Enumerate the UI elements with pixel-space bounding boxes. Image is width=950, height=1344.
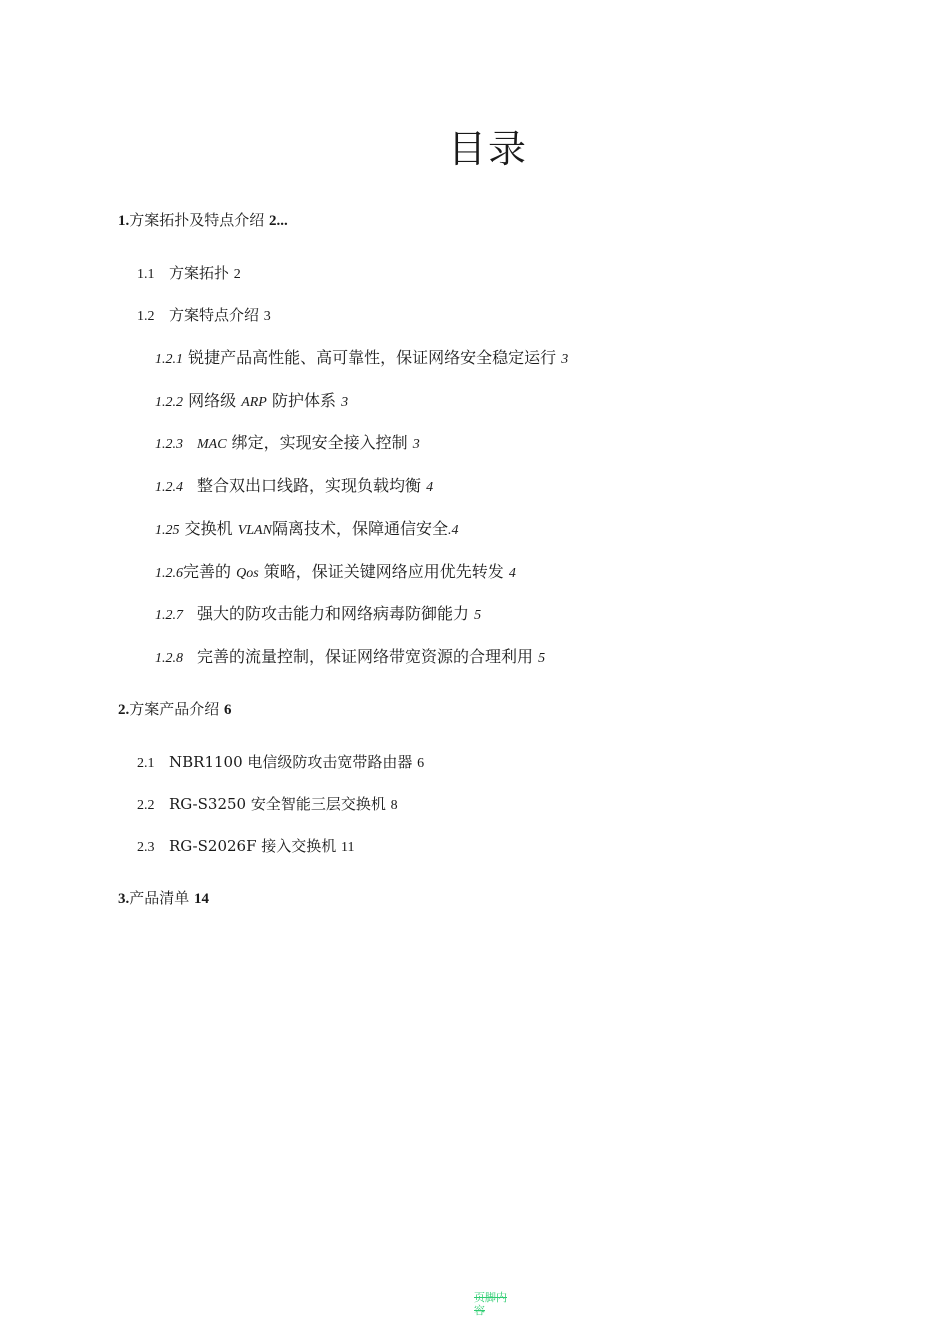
toc-page-number: 14 — [194, 891, 210, 907]
toc-entry-number: 1.1 — [137, 267, 155, 282]
toc-entry-number: 1.2.3 — [155, 437, 183, 452]
toc-page-number: 2... — [269, 213, 288, 229]
toc-title: 目录 — [447, 127, 528, 171]
toc-entry-number: 2.1 — [137, 756, 155, 771]
toc-entry-term: Qos — [236, 566, 259, 581]
toc-entry-number: 2.3 — [137, 840, 155, 855]
toc-entry-number: 2. — [118, 702, 130, 718]
toc-entry-1-2-8[interactable] — [155, 649, 545, 666]
toc-page-number: 4 — [508, 566, 516, 581]
toc-entry-3[interactable] — [118, 891, 209, 907]
toc-entry-text: 强大的防攻击能力和网络病毒防御能力 — [197, 604, 470, 623]
toc-entry-1-2-6[interactable] — [155, 564, 516, 581]
toc-entry-number: 1.2 — [137, 309, 155, 324]
toc-entry-text-prefix: 交换机 — [184, 519, 233, 538]
toc-entry-1-2-5[interactable] — [155, 521, 458, 538]
toc-entry-1-1[interactable] — [137, 266, 241, 282]
toc-entry-2-3[interactable] — [137, 839, 355, 855]
toc-page-number: .4 — [447, 523, 459, 538]
toc-entry-2-1[interactable] — [137, 755, 424, 771]
toc-entry-1-2-2[interactable] — [155, 393, 348, 410]
toc-entry-1-2[interactable] — [137, 308, 271, 324]
toc-entry-text-suffix: 绑定，实现安全接入控制 — [231, 433, 408, 452]
toc-entry-2[interactable] — [118, 702, 232, 718]
toc-entry-number: 1.2.6 — [155, 566, 183, 581]
toc-page-number: 4 — [426, 480, 434, 495]
toc-page-number: 6 — [224, 702, 232, 718]
toc-entry-number: 1. — [118, 213, 130, 229]
toc-entry-number: 1.2.4 — [155, 480, 183, 495]
toc-page-number: 11 — [341, 840, 355, 855]
toc-entry-number: 1.25 — [155, 523, 180, 538]
toc-page-number: 3 — [263, 309, 271, 324]
toc-entry-number: 1.2.2 — [155, 395, 183, 410]
toc-page-number: 5 — [474, 608, 482, 623]
toc-entry-1-2-4[interactable] — [155, 478, 433, 495]
toc-entry-number: 1.2.7 — [155, 608, 183, 623]
toc-page-number: 3 — [412, 437, 420, 452]
page-footer: 页脚内容 — [474, 1291, 507, 1317]
toc-entry-text: RG-S2026F 接入交换机 — [169, 837, 337, 855]
toc-entry-number: 1.2.1 — [155, 352, 183, 367]
toc-entry-text: 整合双出口线路，实现负载均衡 — [197, 476, 422, 495]
toc-entry-text: 完善的流量控制，保证网络带宽资源的合理利用 — [197, 647, 534, 666]
toc-entry-text-suffix: 隔离技术，保障通信安全 — [271, 519, 448, 538]
toc-entry-text-suffix: 防护体系 — [271, 391, 336, 410]
toc-page-number: 2 — [233, 267, 241, 282]
toc-entry-number: 2.2 — [137, 798, 155, 813]
toc-entry-text: 方案拓扑 — [169, 264, 230, 282]
toc-entry-text-prefix: 完善的 — [183, 562, 232, 581]
toc-entry-text: 方案拓扑及特点介绍 — [129, 211, 265, 229]
toc-entry-text-suffix: 策略，保证关键网络应用优先转发 — [263, 562, 504, 581]
toc-entry-1[interactable] — [118, 213, 288, 229]
toc-entry-text: 方案产品介绍 — [129, 700, 220, 718]
toc-entry-term: VLAN — [237, 523, 272, 538]
toc-entry-text-prefix: 网络级 — [188, 391, 237, 410]
toc-page-number: 5 — [538, 651, 546, 666]
toc-entry-number: 3. — [118, 891, 130, 907]
toc-entry-text: 产品清单 — [129, 889, 190, 907]
toc-entry-text: 方案特点介绍 — [169, 306, 260, 324]
toc-entry-text: 锐捷产品高性能、高可靠性，保证网络安全稳定运行 — [188, 348, 557, 367]
toc-entry-text: RG-S3250 安全智能三层交换机 — [169, 795, 386, 813]
toc-entry-1-2-7[interactable] — [155, 606, 481, 623]
toc-entry-number: 1.2.8 — [155, 651, 183, 666]
toc-page-number: 6 — [417, 756, 425, 771]
toc-entry-term: MAC — [197, 437, 227, 452]
toc-page-number: 3 — [561, 352, 569, 367]
toc-entry-1-2-3[interactable] — [155, 435, 420, 452]
toc-entry-term: ARP — [241, 395, 267, 410]
toc-entry-text: NBR1100 电信级防攻击宽带路由器 — [169, 753, 413, 771]
toc-entry-2-2[interactable] — [137, 797, 398, 813]
toc-entry-1-2-1[interactable] — [155, 350, 568, 367]
toc-page-number: 3 — [341, 395, 349, 410]
toc-page-number: 8 — [390, 798, 398, 813]
